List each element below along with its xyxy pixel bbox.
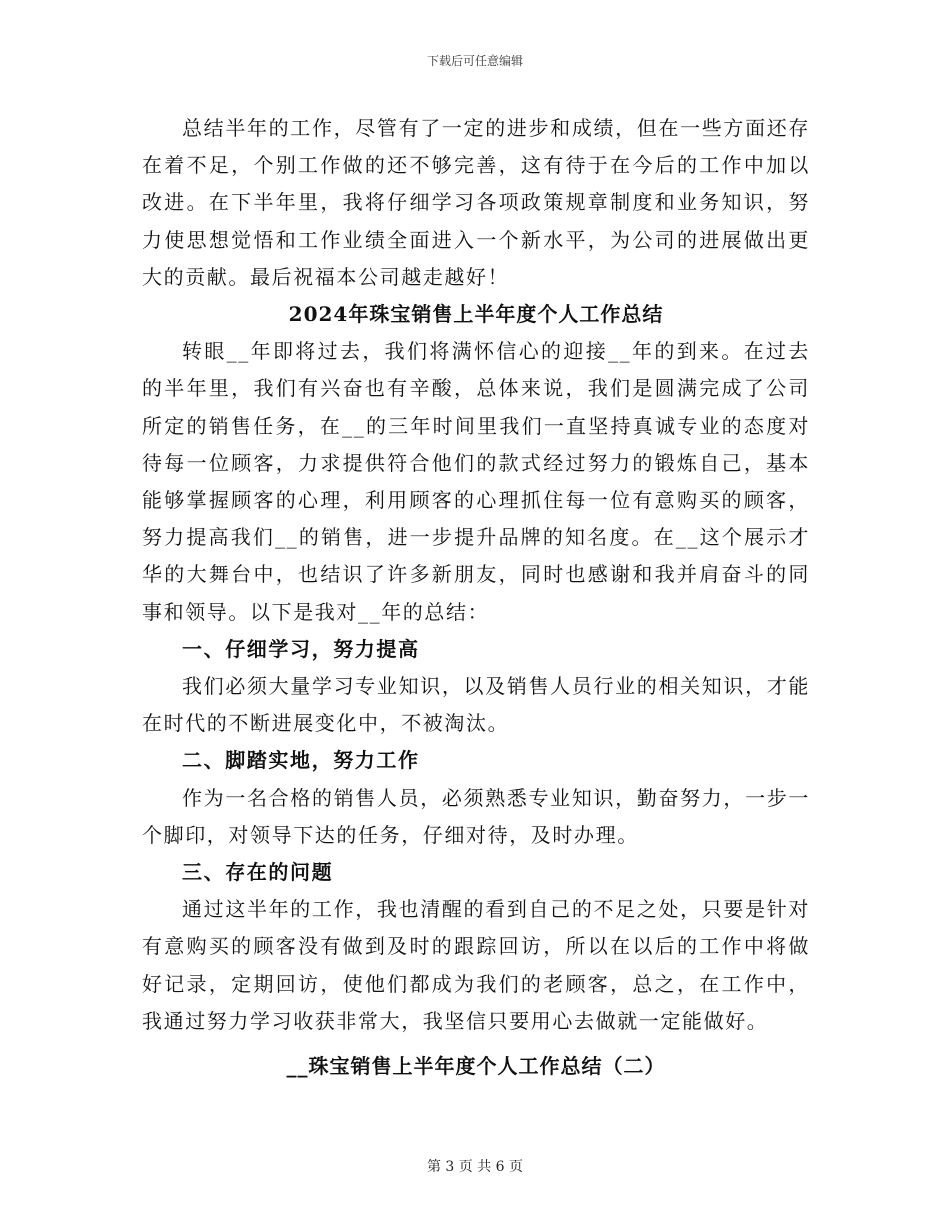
- heading-problems: 三、存在的问题: [182, 860, 334, 885]
- intro-paragraph: 总结半年的工作，尽管有了一定的进步和成绩，但在一些方面还存在着不足，个别工作做的还不够完善，这有待于在今后的工作中加以改进。在下半年里，我将仔细学习各项政策规章制度和业务知识，努力使思想觉悟和工作业绩全面进入一个新水平，为公司的进展做出更大的贡献。最后祝福本公司越走越好！: [142, 116, 810, 289]
- page-header: 下载后可任意编辑: [426, 54, 523, 68]
- page-number: 第 3 页 共 6 页: [426, 1159, 524, 1175]
- paragraph-problems: 通过这半年的工作，我也清醒的看到自己的不足之处，只要是针对有意购买的顾客没有做到及时的跟踪回访，所以在以后的工作中将做好记录，定期回访，使他们都成为我们的老顾客，总之，在工作中，我通过努力学习收获非常大，我坚信只要用心去做就一定能做好。: [142, 897, 810, 1033]
- heading-work: 二、脚踏实地，努力工作: [182, 748, 420, 773]
- document-body: [142, 110, 810, 1085]
- paragraph-study: 我们必须大量学习专业知识，以及销售人员行业的相关知识，才能在时代的不断进展变化中，不被淘汰。: [142, 674, 810, 736]
- paragraph-work: 作为一名合格的销售人员，必须熟悉专业知识，勤奋努力，一步一个脚印，对领导下达的任务，仔细对待，及时办理。: [142, 785, 810, 847]
- section-title: 2024年珠宝销售上半年度个人工作总结: [288, 302, 664, 327]
- next-section-title: __珠宝销售上半年度个人工作总结（二）: [286, 1054, 666, 1079]
- heading-study: 一、仔细学习，努力提高: [182, 636, 420, 661]
- opening-paragraph: 转眼__年即将过去，我们将满怀信心的迎接__年的到来。在过去的半年里，我们有兴奋也有辛酸，总体来说，我们是圆满完成了公司所定的销售任务，在__的三年时间里我们一直坚持真诚专业的态度对待每一位顾客，力求提供符合他们的款式经过努力的锻炼自己，基本能够掌握顾客的心理，利用顾客的心理抓住每一位有意购买的顾客，努力提高我们__的销售，进一步提升品牌的知名度。在__这个展示才华的大舞台中，也结识了许多新朋友，同时也感谢和我并肩奋斗的同事和领导。以下是我对__年的总结：: [142, 339, 810, 624]
